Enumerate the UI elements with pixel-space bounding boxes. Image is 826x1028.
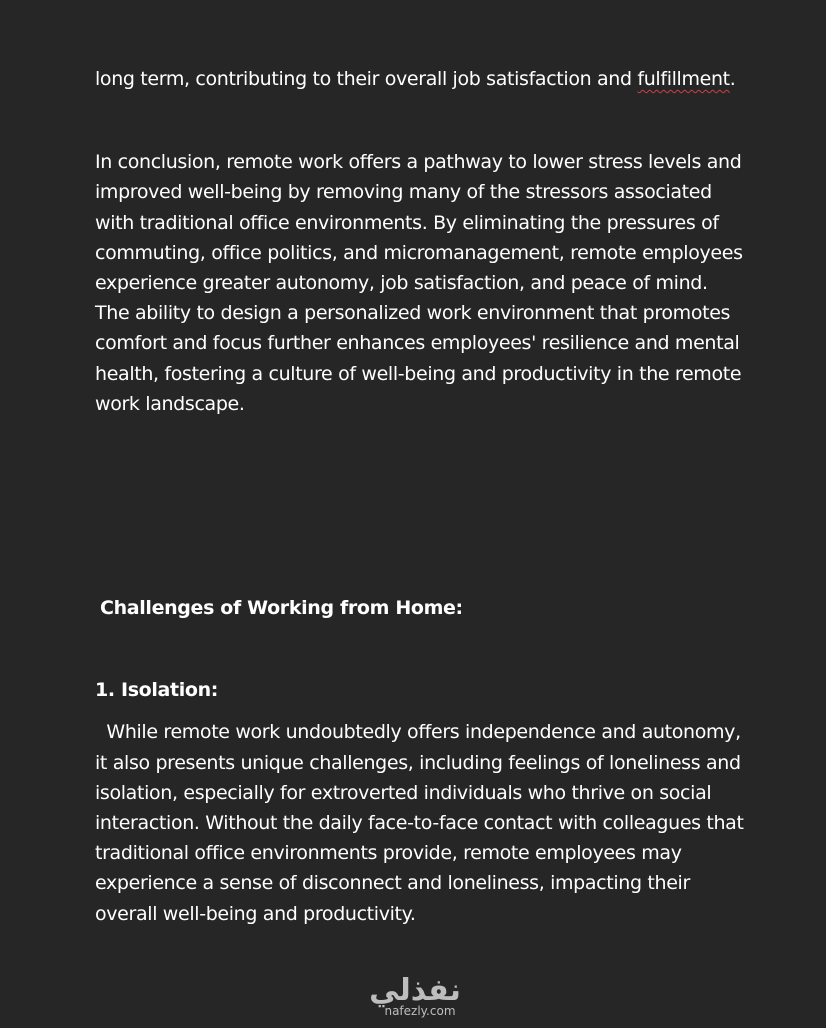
- paragraph-isolation: While remote work undoubtedly offers independence and autonomy, it also presents unique challenges, including feelings of loneliness and isolation, especially for extroverted individuals who thrive on social interaction. Without the daily face-to-face contact with colleagues that traditional office environments provide, remote employees may experience a sense of disconnect and loneliness, impacting their overall well-being and productivity.: [95, 721, 744, 925]
- paragraph-text: long term, contributing to their overall job satisfaction and: [95, 68, 638, 90]
- misspelled-word[interactable]: fulfillment: [637, 68, 730, 90]
- watermark-url: nafezly.com: [384, 1004, 456, 1018]
- document-body[interactable]: [95, 64, 745, 929]
- paragraph-conclusion: In conclusion, remote work offers a pathway to lower stress levels and improved well-being by removing many of the stressors associated with traditional office environments. By eliminating the pressures of commuting, office politics, and micromanagement, remote employees experience greater autonomy, job satisfaction, and peace of mind. The ability to design a personalized work environment that promotes comfort and focus further enhances employees' resilience and mental health, fostering a culture of well-being and productivity in the remote work landscape.: [95, 151, 743, 415]
- section-heading: Challenges of Working from Home:: [100, 597, 463, 620]
- paragraph-closing-fragment: [95, 64, 745, 94]
- watermark: [360, 974, 470, 1018]
- subsection-heading: 1. Isolation:: [95, 679, 219, 702]
- paragraph-punctuation: .: [729, 68, 736, 90]
- watermark-logo: نفذلي: [369, 973, 461, 1008]
